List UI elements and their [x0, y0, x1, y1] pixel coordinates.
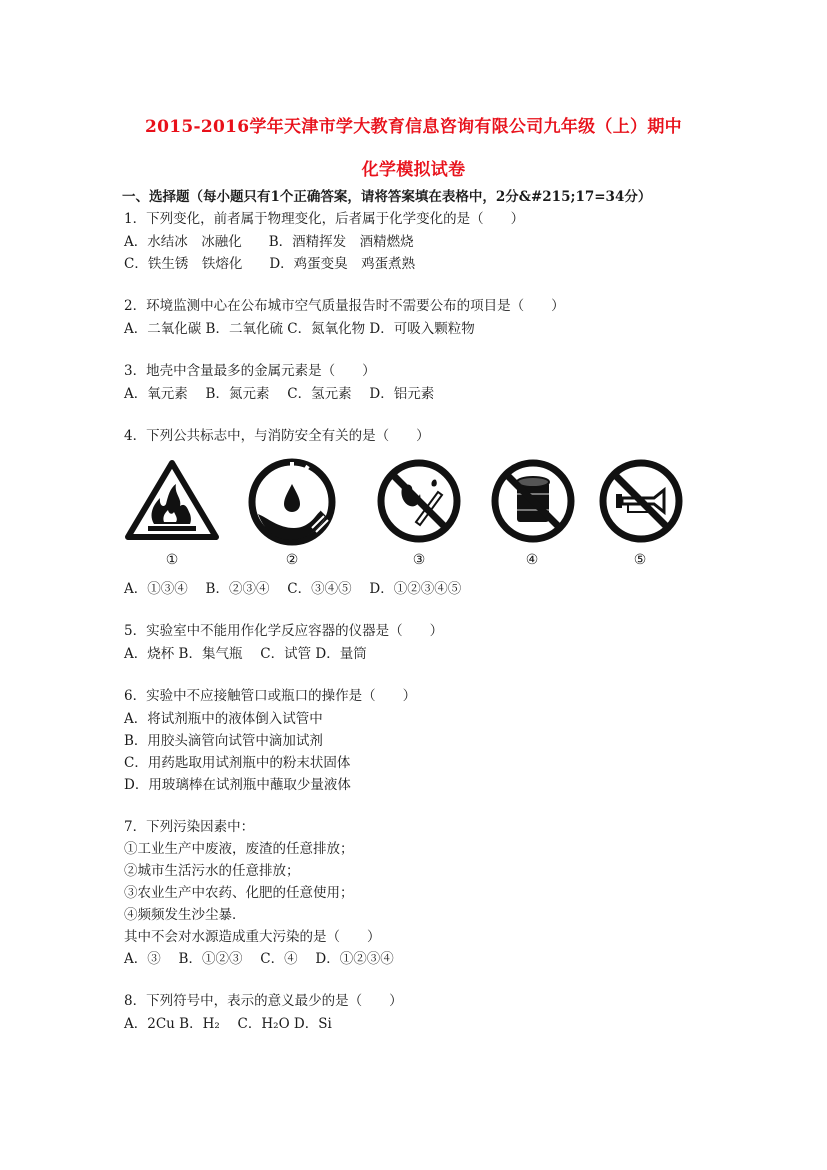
question-8-stem: 8．下列符号中，表示的意义最少的是（ ）: [124, 993, 403, 1009]
sign-label-3: ③: [412, 552, 426, 568]
question-5-options: A．烧杯 B．集气瓶 C．试管 D．量筒: [124, 646, 367, 662]
question-1-options-ab: A．水结冰 冰融化 B．酒精挥发 酒精燃烧: [124, 234, 414, 250]
public-signs-row: [120, 458, 690, 578]
question-3-stem: 3．地壳中含量最多的金属元素是（ ）: [124, 363, 376, 379]
sign-label-2: ②: [285, 552, 299, 568]
question-4-stem: 4．下列公共标志中，与消防安全有关的是（ ）: [124, 428, 430, 444]
question-1-options-cd: C．铁生锈 铁熔化 D．鸡蛋变臭 鸡蛋煮熟: [124, 256, 416, 272]
no-flammable-storage-icon: [490, 458, 576, 544]
question-1-stem: 1．下列变化，前者属于物理变化，后者属于化学变化的是（ ）: [124, 211, 525, 227]
page-title: 2015-2016学年天津市学大教育信息咨询有限公司九年级（上）期中: [145, 117, 682, 137]
question-6-option-c: C．用药匙取用试剂瓶中的粉末状固体: [124, 755, 351, 771]
question-2-options: A．二氧化碳 B．二氧化硫 C．氮氧化物 D．可吸入颗粒物: [124, 321, 475, 337]
page-subtitle: 化学模拟试卷: [361, 160, 466, 180]
question-7-item-3: ③农业生产中农药、化肥的任意使用；: [124, 885, 354, 901]
question-7-stem: 7．下列污染因素中：: [124, 819, 255, 835]
section-heading: 一、选择题（每小题只有1个正确答案，请将答案填在表格中，2分&#215;17=34分）: [122, 189, 652, 205]
sign-label-5: ⑤: [633, 552, 647, 568]
water-saving-icon: [248, 458, 336, 546]
question-7-ask: 其中不会对水源造成重大污染的是（ ）: [124, 929, 381, 945]
question-7-item-2: ②城市生活污水的任意排放；: [124, 863, 300, 879]
question-7-item-1: ①工业生产中废液，废渣的任意排放；: [124, 841, 354, 857]
question-3-options: A．氧元素 B．氮元素 C．氢元素 D．铝元素: [124, 386, 435, 402]
question-7-options: A．③ B．①②③ C．④ D．①②③④: [124, 951, 394, 967]
question-8-options: A．2Cu B．H₂ C．H₂O D．Si: [124, 1016, 332, 1032]
question-2-stem: 2．环境监测中心在公布城市空气质量报告时不需要公布的项目是（ ）: [124, 298, 565, 314]
question-6-option-b: B．用胶头滴管向试管中滴加试剂: [124, 733, 323, 749]
no-smoking-icon: [376, 458, 462, 544]
question-6-stem: 6．实验中不应接触管口或瓶口的操作是（ ）: [124, 688, 417, 704]
flammable-warning-icon: [124, 458, 220, 542]
sign-label-4: ④: [525, 552, 539, 568]
question-5-stem: 5．实验室中不能用作化学反应容器的仪器是（ ）: [124, 623, 444, 639]
no-horn-icon: [598, 458, 684, 544]
question-6-option-a: A．将试剂瓶中的液体倒入试管中: [124, 711, 323, 727]
sign-label-1: ①: [165, 552, 179, 568]
question-4-options: A．①③④ B．②③④ C．③④⑤ D．①②③④⑤: [124, 581, 462, 597]
question-6-option-d: D．用玻璃棒在试剂瓶中蘸取少量液体: [124, 777, 351, 793]
question-7-item-4: ④频频发生沙尘暴．: [124, 907, 246, 923]
